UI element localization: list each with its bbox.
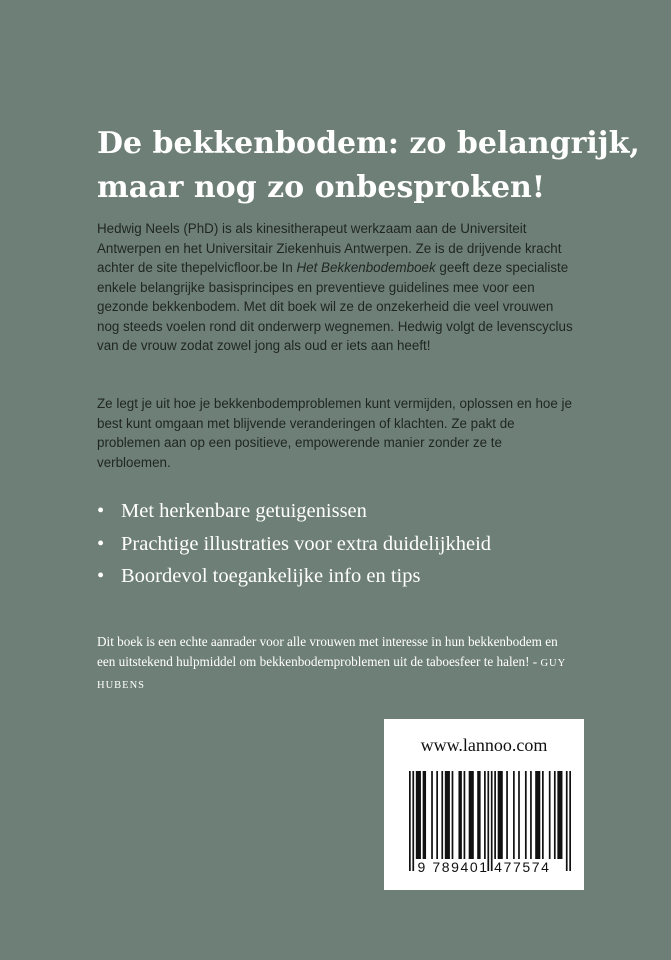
barcode-bar — [542, 771, 544, 859]
barcode-bar — [431, 771, 433, 859]
barcode-bar — [494, 771, 496, 859]
barcode-bar — [458, 771, 461, 859]
feature-list-item — [97, 560, 491, 593]
barcode-bar — [491, 771, 493, 871]
barcode-bar — [513, 771, 515, 859]
barcode-bar — [469, 771, 474, 859]
barcode-bar — [436, 771, 438, 859]
barcode-bar — [566, 771, 568, 871]
bullet-icon: • — [97, 500, 105, 522]
headline — [97, 122, 640, 210]
barcode-bar — [445, 771, 450, 859]
barcode-bar — [525, 771, 527, 859]
isbn-number: 9 789401 477574 — [417, 859, 551, 875]
publisher-url: www.lannoo.com — [420, 735, 548, 755]
barcode-bar — [452, 771, 454, 859]
barcode-bar — [409, 771, 411, 871]
headline-line-2: maar nog zo onbesproken! — [97, 170, 546, 205]
barcode-bar — [484, 771, 486, 859]
quote-author: GUY HUBENS — [97, 658, 566, 691]
feature-text: Met herkenbare getuigenissen — [121, 500, 367, 522]
barcode-bar — [464, 771, 466, 859]
barcode-bar — [554, 771, 556, 859]
book-title: Het Bekkenbodemboek — [296, 260, 436, 275]
barcode-bar — [487, 771, 489, 871]
barcode-bar — [477, 771, 480, 859]
bullet-icon: • — [97, 565, 105, 587]
barcode-bar — [506, 771, 508, 859]
quote-text: Dit boek is een echte aanrader voor alle vrouwen met interesse in hun bekkenbodem en een uitstekend hulpmiddel om bekkenbodemproblemen uit de taboesfeer te halen! - — [97, 634, 558, 669]
barcode-bar — [416, 771, 421, 859]
bullet-icon: • — [97, 532, 105, 555]
author-paragraph-text-1: Hedwig Neels (PhD) is als kinesitherapeut werkzaam aan de Universiteit Antwerpen en het Universitair Ziekenhuis Antwerpen. Ze is de drijvende kracht achter de site thepelvicfloor.be In — [97, 221, 562, 275]
barcode-panel — [384, 719, 584, 890]
barcode-bar — [530, 771, 532, 859]
barcode-bar — [557, 771, 562, 859]
barcode-bar — [441, 771, 443, 859]
barcode-bar — [569, 771, 571, 871]
feature-list-item — [97, 495, 491, 528]
author-paragraph-text-2: geeft deze specialiste enkele belangrijke basisprincipes en preventieve guidelines mee voor een gezonde bekkenbodem. Met dit boek wil ze de onzekerheid die veel vrouwen nog steeds voelen rond dit onderwerp wegnemen. Hedwig volgt de levenscyclus van de vrouw zodat zowel jong als oud er iets aan heeft! — [97, 260, 573, 353]
barcode-bar — [535, 771, 540, 859]
barcode-bar — [423, 771, 426, 859]
feature-list — [97, 495, 491, 593]
feature-text: Prachtige illustraties voor extra duidelijkheid — [121, 532, 492, 555]
barcode-bar — [412, 771, 414, 871]
author-paragraph — [97, 219, 579, 356]
feature-list-item — [97, 528, 491, 561]
barcode-bar — [549, 771, 551, 859]
barcode-bar — [498, 771, 503, 859]
endorsement-quote — [97, 632, 577, 696]
feature-text: Boordevol toegankelijke info en tips — [121, 565, 421, 587]
content-paragraph: Ze legt je uit hoe je bekkenbodemproblemen kunt vermijden, oplossen en hoe je best kunt omgaan met blijvende veranderingen of klachten. Ze pakt de problemen aan op een positieve, empowerende manier zonder ze te verbloemen. — [97, 396, 572, 470]
barcode-bar — [518, 771, 520, 859]
headline-line-1: De bekkenbodem: zo belangrijk, — [97, 126, 640, 161]
